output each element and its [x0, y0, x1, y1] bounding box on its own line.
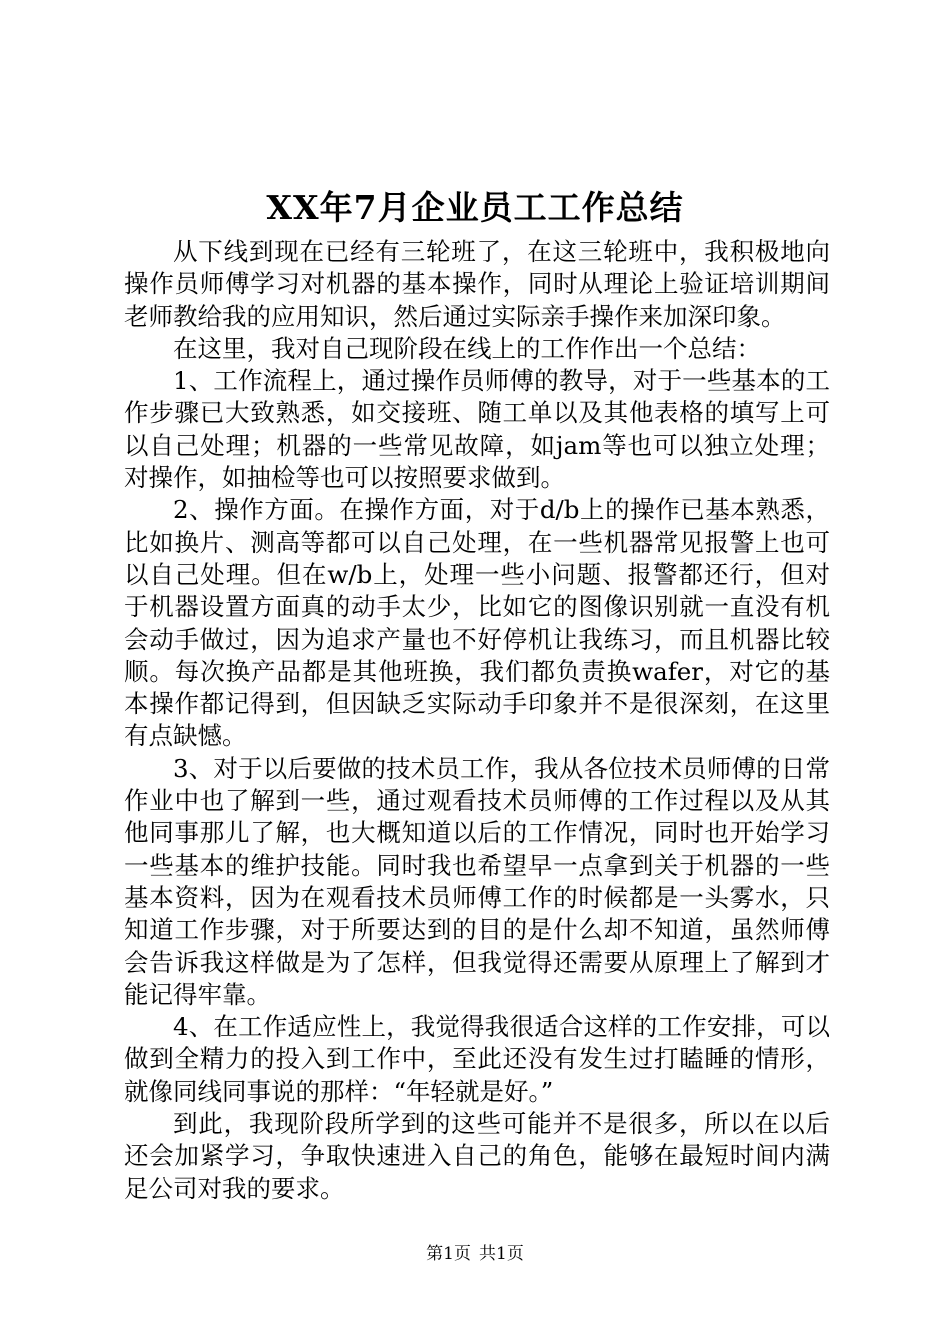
paragraph-intro: 从下线到现在已经有三轮班了，在这三轮班中，我积极地向操作员师傅学习对机器的基本操作，同时从理论上验证培训期间老师教给我的应用知识，然后通过实际亲手操作来加深印象。: [124, 237, 830, 331]
document-body: [124, 236, 830, 1205]
paragraph-item-1: 1、工作流程上，通过操作员师傅的教导，对于一些基本的工作步骤已大致熟悉，如交接班、随工单以及其他表格的填写上可以自己处理；机器的一些常见故障，如jam等也可以独立处理；对操作，如抽检等也可以按照要求做到。: [124, 366, 830, 493]
paragraph-conclusion: 到此，我现阶段所学到的这些可能并不是很多，所以在以后还会加紧学习，争取快速进入自己的角色，能够在最短时间内满足公司对我的要求。: [124, 1109, 830, 1203]
page-number: 第1页: [426, 1244, 471, 1264]
paragraph-summary-lead: 在这里，我对自己现阶段在线上的工作作出一个总结：: [173, 333, 761, 363]
page-total: 共1页: [479, 1244, 524, 1264]
paragraph-item-2: 2、操作方面。在操作方面，对于d/b上的操作已基本熟悉，比如换片、测高等都可以自己处理，在一些机器常见报警上也可以自己处理。但在w/b上，处理一些小问题、报警都还行，但对于机器设置方面真的动手太少，比如它的图像识别就一直没有机会动手做过，因为追求产量也不好停机让我练习，而且机器比较顺。每次换产品都是其他班换，我们都负责换wafer，对它的基本操作都记得到，但因缺乏实际动手印象并不是很深刻，在这里有点缺憾。: [124, 495, 830, 751]
paragraph-item-4: 4、在工作适应性上，我觉得我很适合这样的工作安排，可以做到全精力的投入到工作中，至此还没有发生过打瞌睡的情形，就像同线同事说的那样：“年轻就是好。”: [124, 1012, 830, 1106]
page-footer: [0, 1242, 950, 1266]
paragraph-item-3: 3、对于以后要做的技术员工作，我从各位技术员师傅的日常作业中也了解到一些，通过观看技术员师傅的工作过程以及从其他同事那儿了解，也大概知道以后的工作情况，同时也开始学习一些基本的维护技能。同时我也希望早一点拿到关于机器的一些基本资料，因为在观看技术员师傅工作的时候都是一头雾水，只知道工作步骤，对于所要达到的目的是什么却不知道，虽然师傅会告诉我这样做是为了怎样，但我觉得还需要从原理上了解到才能记得牢靠。: [124, 753, 830, 1009]
document-title: XX年7月企业员工工作总结: [266, 188, 684, 227]
